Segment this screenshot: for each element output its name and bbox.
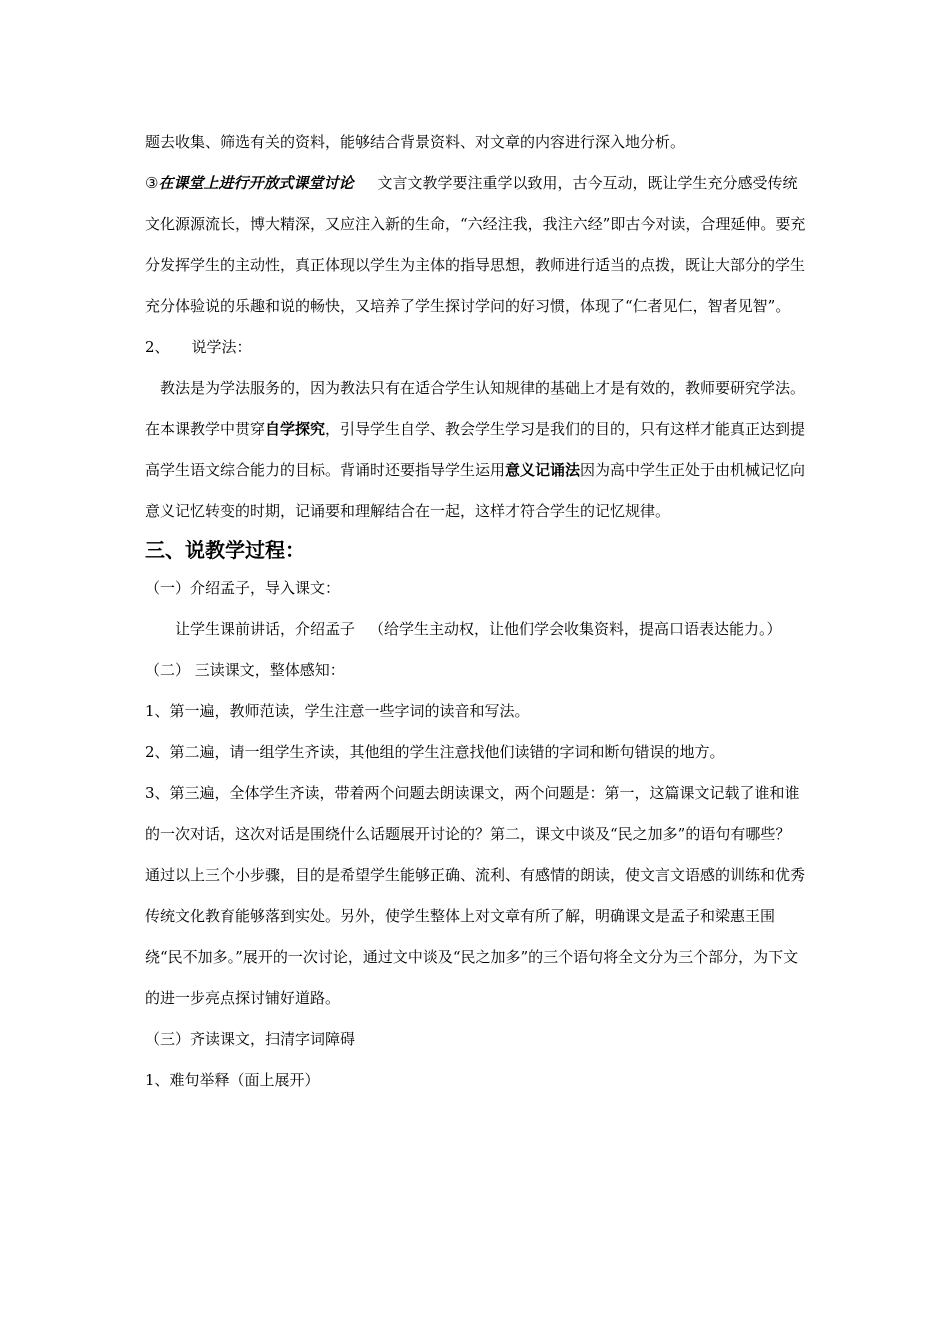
emphasis-self-study: 自学探究 xyxy=(265,420,326,438)
paragraph-study-method xyxy=(145,368,810,532)
open-discussion-body: 文言文教学要注重学以致用，古今互动，既让学生充分感受传统文化源源流长，博大精深，又应注入新的生命，“六经注我，我注六经”即古今对读，合理延伸。要充分发挥学生的主动性，真正体现以学生为主体的指导思想，教师进行适当的点拨，既让大部分的学生充分体验说的乐趣和说的畅快，又培养了学生探讨学问的好习惯，体现了“仁者见仁，智者见智”。 xyxy=(145,174,806,315)
list-item-second-reading: 2、第二遍，请一组学生齐读，其他组的学生注意找他们读错的字词和断句错误的地方。 xyxy=(145,743,725,761)
item-study-method-heading xyxy=(145,327,810,368)
introduce-mencius-text-b: （给学生主动权，让他们学会收集资料，提高口语表达能力。） xyxy=(369,620,782,638)
section-heading-teaching-process: 三、说教学过程： xyxy=(145,538,305,562)
circled-number-marker: ③ xyxy=(145,174,159,192)
subsection-title-three-readings: （二） 三读课文，整体感知： xyxy=(145,661,345,679)
paragraph-reading-summary: 通过以上三个小步骤，目的是希望学生能够正确、流利、有感情的朗读，使文言文语感的训练和优秀传统文化教育能够落到实处。另外，使学生整体上对文章有所了解，明确课文是孟子和梁惠王围绕“民不加多。”展开的一次讨论，通过文中谈及“民之加多”的三个语句将全文分为三个部分，为下文的进一步亮点探讨铺好道路。 xyxy=(145,866,806,1007)
item-number: 2、 xyxy=(145,338,170,356)
paragraph-introduce-mencius xyxy=(145,609,810,650)
list-item-third-reading: 3、第三遍，全体学生齐读，带着两个问题去朗读课文，两个问题是：第一，这篇课文记载了谁和谁的一次对话，这次对话是围绕什么话题展开讨论的？第二，课文中谈及“民之加多”的语句有哪些？ xyxy=(145,784,800,843)
study-method-text-b: ，引导学生自学、教会学生学习是我们的目的，只有这样才能真正达到提高学生语文综合能力的目标。背诵时还要指导学生运用 xyxy=(145,420,806,479)
list-item-difficult-sentences: 1、难句举释（面上展开） xyxy=(145,1071,320,1089)
study-method-text-a: 教法是为学法服务的，因为教法只有在适合学生认知规律的基础上才是有效的，教师要研究学法。在本课教学中贯穿 xyxy=(145,379,806,438)
paragraph-open-discussion xyxy=(145,163,810,327)
list-item-first-reading: 1、第一遍，教师范读，学生注意一些字词的读音和写法。 xyxy=(145,702,530,720)
study-method-text-c: 因为高中学生正处于由机械记忆向意义记忆转变的时期，记诵要和理解结合在一起，这样才符合学生的记忆规律。 xyxy=(145,461,806,520)
paragraph-research-materials: 题去收集、筛选有关的资料，能够结合背景资料、对文章的内容进行深入地分析。 xyxy=(145,133,686,151)
subsection-title-clear-vocabulary: （三）齐读课文，扫清字词障碍 xyxy=(145,1030,356,1048)
subsection-title-introduce-mencius: （一）介绍孟子，导入课文： xyxy=(145,579,341,597)
open-discussion-title: 在课堂上进行开放式课堂讨论 xyxy=(158,174,354,192)
emphasis-memorization-method: 意义记诵法 xyxy=(505,461,581,479)
item-label: 说学法： xyxy=(191,338,252,356)
introduce-mencius-text-a: 让学生课前讲话，介绍孟子 xyxy=(175,620,356,638)
document-page xyxy=(145,122,810,1101)
